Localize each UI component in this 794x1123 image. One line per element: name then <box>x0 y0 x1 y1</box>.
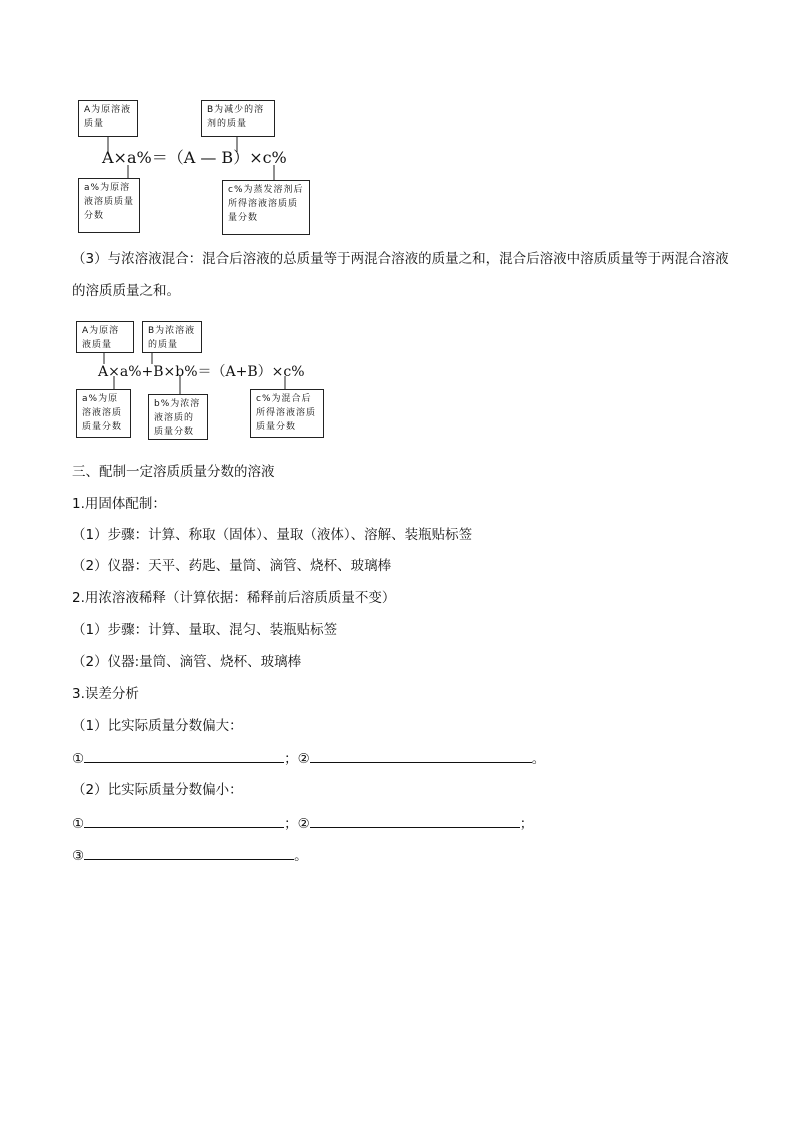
line-dilution-steps: （1）步骤：计算、量取、混匀、装瓶贴标签 <box>72 622 338 638</box>
marker-2: ② <box>297 751 310 767</box>
line-error-larger: （1）比实际质量分数偏大： <box>72 718 243 734</box>
line-solid-instruments: （2）仪器：天平、药匙、量筒、滴管、烧杯、玻璃棒 <box>72 558 392 574</box>
line-dilution-prep: 2.用浓溶液稀释（计算依据：稀释前后溶质质量不变） <box>72 590 396 606</box>
line-error-smaller: （2）比实际质量分数偏小： <box>72 782 243 798</box>
separator: ； <box>284 751 298 767</box>
diagram2-equation: A×a%+B×b%＝（A+B）×c% <box>98 364 305 380</box>
section3-paragraph: （3）与浓溶液混合：混合后溶液的总质量等于两混合溶液的质量之和，混合后溶液中溶质质量等于两混合溶液的溶质质量之和。 <box>72 251 729 299</box>
blank-row-smaller <box>72 813 533 834</box>
section-heading-3: 三、配制一定溶质质量分数的溶液 <box>72 464 275 480</box>
blank-row-smaller-3 <box>72 845 308 866</box>
diagram2-box-apct-text: a%为原溶液溶质质量分数 <box>82 394 123 432</box>
blank-row-larger <box>72 748 545 769</box>
answer-blank-smaller-1[interactable] <box>84 813 284 828</box>
diagram2-box-a <box>76 321 134 353</box>
diagram2-box-apct <box>76 389 131 438</box>
line-dilution-instruments: （2）仪器:量筒、滴管、烧杯、玻璃棒 <box>72 654 302 670</box>
period: 。 <box>531 751 546 767</box>
marker-3: ③ <box>72 848 85 864</box>
period: 。 <box>294 848 308 864</box>
marker-1: ① <box>72 751 85 767</box>
answer-blank-smaller-3[interactable] <box>84 845 294 860</box>
diagram1-box-apct <box>78 178 140 233</box>
diagram1-box-cpct-text: c%为蒸发溶剂后所得溶液溶质质量分数 <box>228 185 304 223</box>
diagram1-box-apct-text: a%为原溶液溶质质量分数 <box>84 183 135 221</box>
diagram1-equation: A×a%＝（A — B）×c% <box>102 148 287 167</box>
separator: ； <box>284 816 298 832</box>
marker-2: ② <box>297 816 310 832</box>
diagram2-box-b-text: B为浓溶液的质量 <box>148 326 196 350</box>
answer-blank-larger-2[interactable] <box>310 748 532 763</box>
diagram2-box-a-text: A为原溶液质量 <box>82 326 120 350</box>
line-error-analysis: 3.误差分析 <box>72 686 139 702</box>
diagram2-box-bpct <box>148 394 208 440</box>
answer-blank-smaller-2[interactable] <box>310 813 520 828</box>
line-solid-prep: 1.用固体配制： <box>72 496 166 512</box>
diagram1-box-cpct <box>222 180 310 235</box>
diagram2-box-b <box>142 321 202 353</box>
diagram1-box-b <box>201 100 275 137</box>
diagram1-box-a <box>78 100 138 137</box>
diagram2-box-cpct-text: c%为混合后所得溶液溶质质量分数 <box>256 394 317 432</box>
separator: ； <box>519 816 534 832</box>
line-solid-steps: （1）步骤：计算、称取（固体）、量取（液体）、溶解、装瓶贴标签 <box>72 527 473 543</box>
marker-1: ① <box>72 816 85 832</box>
diagram1-box-a-text: A为原溶液质量 <box>84 105 132 129</box>
diagram2-box-bpct-text: b%为浓溶液溶质的质量分数 <box>154 399 201 437</box>
answer-blank-larger-1[interactable] <box>84 748 284 763</box>
diagram1-box-b-text: B为减少的溶剂的质量 <box>207 105 265 129</box>
diagram2-box-cpct <box>250 389 324 438</box>
